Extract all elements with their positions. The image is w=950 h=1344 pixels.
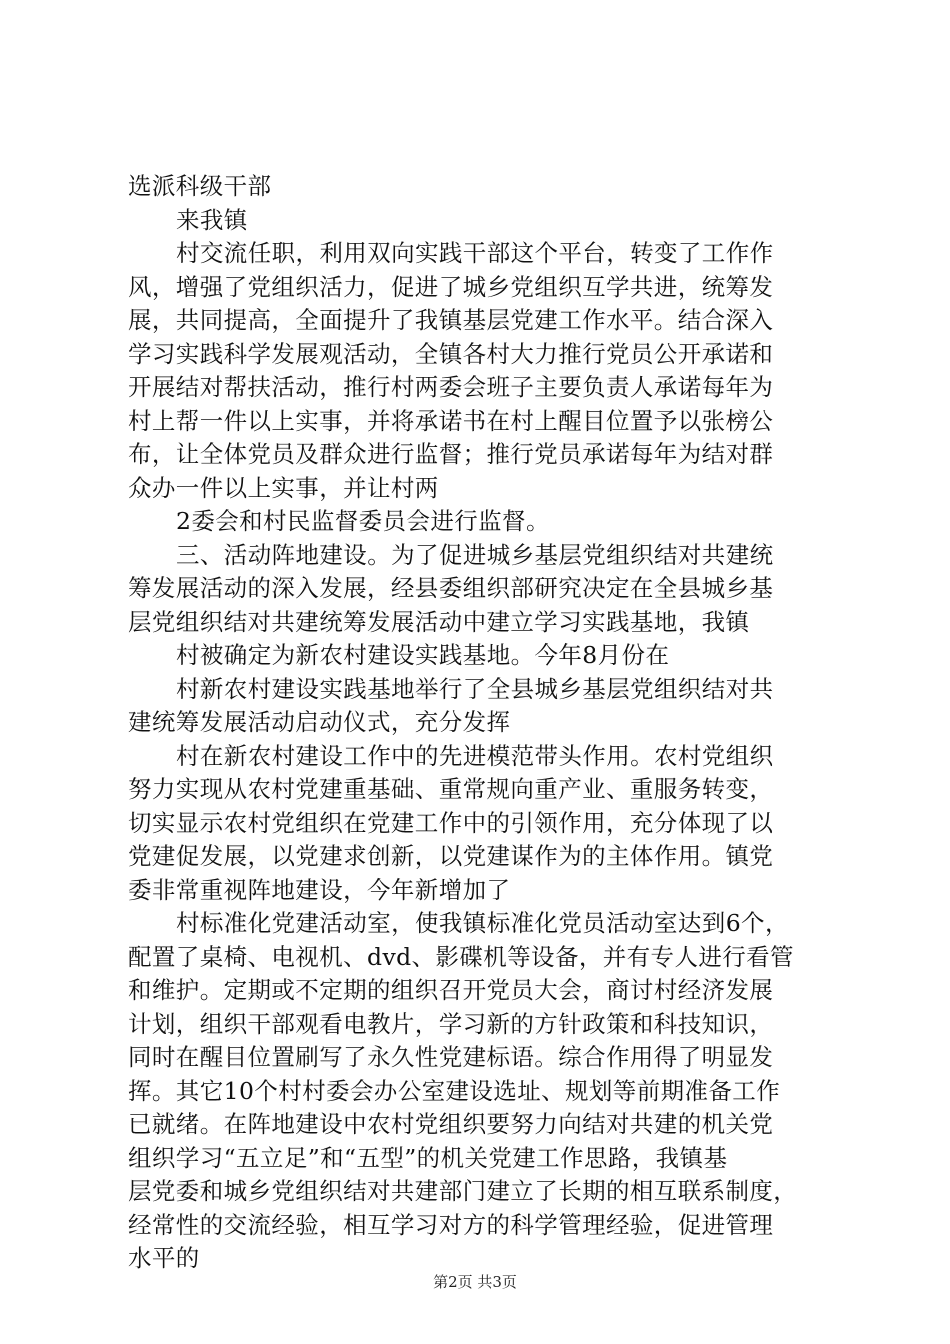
text-line: 村被确定为新农村建设实践基地。今年8月份在 (176, 641, 670, 669)
text-line: 同时在醒目位置刷写了永久性党建标语。综合作用得了明显发 (128, 1043, 774, 1071)
text-line: 建统筹发展活动启动仪式，充分发挥 (128, 708, 511, 736)
text-line: 开展结对帮扶活动，推行村两委会班子主要负责人承诺每年为 (128, 373, 774, 401)
text-line: 村标准化党建活动室，使我镇标准化党员活动室达到6个， (176, 909, 789, 937)
text-line: 已就绪。在阵地建设中农村党组织要努力向结对共建的机关党 (128, 1110, 774, 1138)
text-line: 层党委和城乡党组织结对共建部门建立了长期的相互联系制度， (128, 1177, 798, 1205)
page-footer: 第2页 共3页 (433, 1273, 517, 1291)
text-line: 经常性的交流经验，相互学习对方的科学管理经验，促进管理 (128, 1210, 774, 1239)
text-line: 水平的 (128, 1244, 200, 1272)
text-line: 组织学习“五立足”和“五型”的机关党建工作思路，我镇基 (128, 1143, 728, 1172)
text-line: 众办一件以上实事，并让村两 (128, 473, 439, 502)
text-line: 村在新农村建设工作中的先进模范带头作用。农村党组织 (176, 741, 774, 770)
text-line: 2委会和村民监督委员会进行监督。 (176, 507, 550, 535)
text-line: 村上帮一件以上实事，并将承诺书在村上醒目位置予以张榜公 (128, 406, 774, 435)
document-body (128, 170, 828, 1276)
text-line: 挥。其它10个村村委会办公室建设选址、规划等前期准备工作 (128, 1076, 781, 1105)
text-line: 切实显示农村党组织在党建工作中的引领作用，充分体现了以 (128, 808, 774, 837)
text-line: 来我镇 (176, 205, 248, 234)
text-line: 层党组织结对共建统筹发展活动中建立学习实践基地，我镇 (128, 607, 750, 636)
text-line: 努力实现从农村党建重基础、重常规向重产业、重服务转变， (128, 775, 774, 803)
text-line: 村新农村建设实践基地举行了全县城乡基层党组织结对共 (176, 674, 774, 703)
text-line: 展，共同提高，全面提升了我镇基层党建工作水平。结合深入 (128, 306, 774, 334)
text-line: 风，增强了党组织活力，促进了城乡党组织互学共进，统筹发 (128, 272, 774, 301)
text-line: 和维护。定期或不定期的组织召开党员大会，商讨村经济发展 (128, 976, 774, 1004)
text-line: 党建促发展，以党建求创新，以党建谋作为的主体作用。镇党 (128, 842, 774, 870)
text-line: 配置了桌椅、电视机、dvd、影碟机等设备，并有专人进行看管 (128, 942, 794, 971)
text-line: 三、活动阵地建设。为了促进城乡基层党组织结对共建统 (176, 540, 774, 569)
text-line: 村交流任职，利用双向实践干部这个平台，转变了工作作 (176, 239, 774, 267)
text-line: 计划，组织干部观看电教片，学习新的方针政策和科技知识， (128, 1009, 774, 1038)
text-line: 选派科级干部 (128, 172, 272, 200)
text-line: 委非常重视阵地建设，今年新增加了 (128, 875, 511, 904)
text-line: 筹发展活动的深入发展，经县委组织部研究决定在全县城乡基 (128, 574, 774, 602)
text-line: 学习实践科学发展观活动，全镇各村大力推行党员公开承诺和 (128, 339, 774, 368)
text-line: 布，让全体党员及群众进行监督；推行党员承诺每年为结对群 (128, 440, 774, 468)
